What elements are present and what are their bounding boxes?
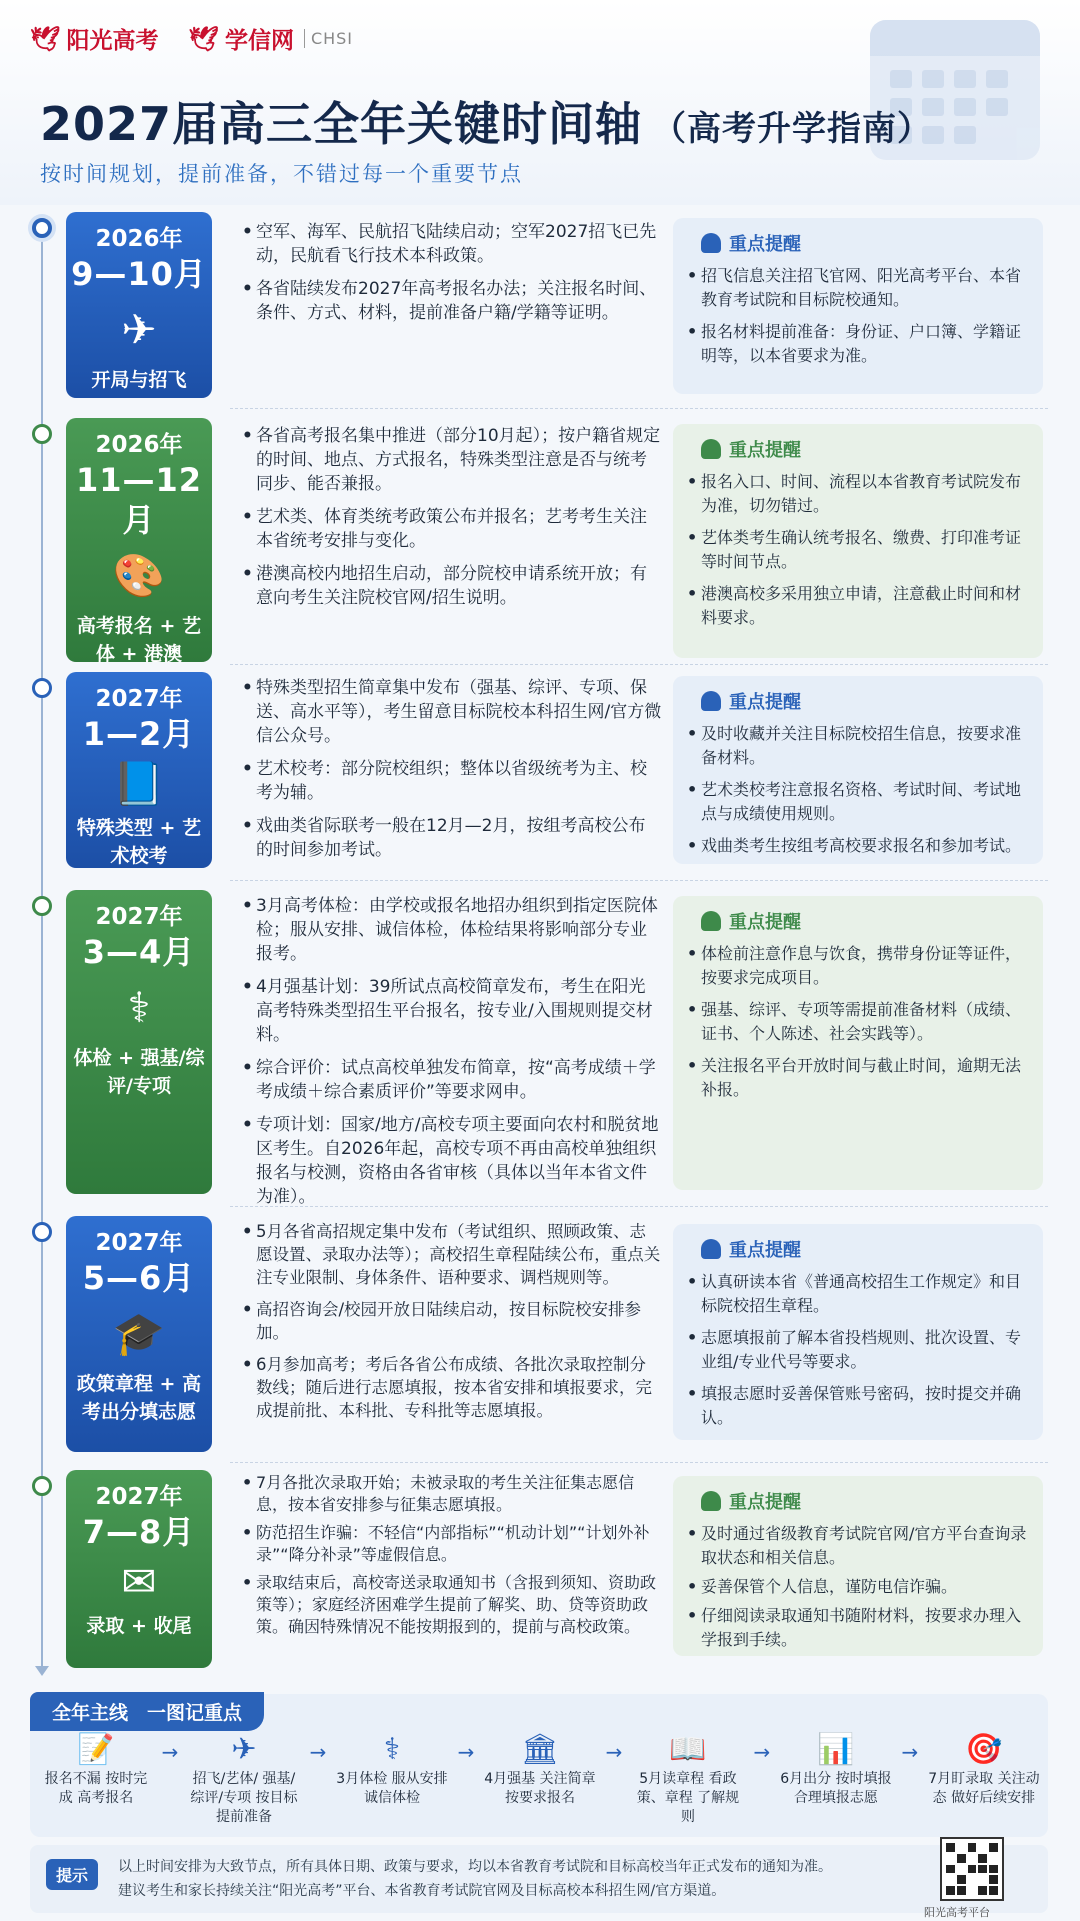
detail-item: • 高招咨询会/校园开放日陆续启动，按目标院校安排参加。 (242, 1300, 642, 1342)
period-months: 5—6月 (82, 1259, 196, 1297)
tip-item: • 报名材料提前准备：身份证、户口簿、学籍证明等，以本省要求为准。 (687, 322, 1022, 365)
airplane-icon: ✈ (121, 305, 157, 354)
airplane-icon: ✈ (231, 1732, 257, 1767)
summary-step (336, 1730, 448, 1808)
note-tag: 提示 (46, 1859, 98, 1890)
period-year: 2027年 (95, 1230, 183, 1256)
logo-yangguang[interactable] (30, 22, 158, 55)
detail-item: • 各省陆续发布2027年高考报名办法；关注报名时间、条件、方式、材料，提前准备户籍/学籍等证明。 (242, 279, 657, 323)
tip-box (673, 424, 1043, 658)
tip-header (701, 1488, 1029, 1514)
detail-item: • 特殊类型招生简章集中发布（强基、综评、专项、保送、高水平等），考生留意目标院校本科招生网/官方微信公众号。 (242, 678, 662, 746)
logo-chsi-text: 学信网 (224, 28, 294, 54)
tip-box (673, 1224, 1043, 1440)
period-label: 政策章程 + 高考出分填志愿 (76, 1373, 202, 1423)
period-details (242, 894, 662, 1218)
period-months: 9—10月 (71, 255, 207, 293)
arrow-right-icon: → (457, 1740, 475, 1764)
row-divider (230, 408, 1048, 409)
period-year: 2027年 (95, 904, 183, 930)
palette-icon: 🎨 (112, 551, 166, 600)
summary-step (780, 1730, 892, 1808)
period-label: 开局与招飞 (91, 369, 187, 391)
step-text: 招飞/艺体/ 强基/综评/专项 按目标提前准备 (190, 1771, 298, 1825)
row-divider (230, 664, 1048, 665)
stethoscope-icon: ⚕ (127, 983, 151, 1032)
step-text: 6月出分 按时填报 合理填报志愿 (780, 1771, 892, 1806)
period-card (66, 212, 212, 398)
period-year: 2026年 (95, 432, 183, 458)
tip-item: • 艺术类校考注意报名资格、考试时间、考试地点与成绩使用规则。 (687, 780, 1022, 823)
period-details (242, 1472, 662, 1644)
timeline-row-1 (0, 212, 1080, 402)
stethoscope-icon: ⚕ (383, 1732, 401, 1767)
period-card (66, 672, 212, 868)
row-divider (230, 880, 1048, 881)
detail-item: • 专项计划：国家/地方/高校专项主要面向农村和脱贫地区考生。自2026年起，高校专项不再由高校单独组织报名与校测，资格由各省审核（具体以当年本省文件为准）。 (242, 1115, 659, 1207)
tip-title: 重点提醒 (729, 692, 801, 713)
detail-item: • 5月各省高招规定集中发布（考试组织、照顾政策、志愿设置、录取办法等）；高校招生章程陆续公布，重点关注专业限制、身体条件、语种要求、调档规则等。 (242, 1222, 661, 1287)
period-label: 录取 + 收尾 (86, 1615, 192, 1637)
step-text: 报名不漏 按时完成 高考报名 (44, 1771, 148, 1806)
detail-item: • 6月参加高考；考后各省公布成绩、各批次录取控制分数线；随后进行志愿填报，按本省安排和填报要求，完成提前批、本科批、专科批等志愿填报。 (242, 1355, 652, 1420)
step-text: 3月体检 服从安排 诚信体检 (336, 1771, 448, 1806)
tip-item: • 招飞信息关注招飞官网、阳光高考平台、本省教育考试院和目标院校通知。 (687, 266, 1022, 309)
arrow-right-icon: → (901, 1740, 919, 1764)
tip-item: • 及时通过省级教育考试院官网/官方平台查询录取状态和相关信息。 (687, 1524, 1027, 1567)
timeline-row-3 (0, 672, 1080, 872)
qr-label: 阳光高考平台 (924, 1906, 990, 1919)
page-title-main: 2027届高三全年关键时间轴 (40, 97, 643, 151)
tip-header (701, 908, 1029, 934)
period-year: 2026年 (95, 226, 183, 252)
period-card (66, 1470, 212, 1668)
tip-item: • 填报志愿时妥善保管账号密码，按时提交并确认。 (687, 1384, 1022, 1427)
bird-icon: 🕊 (188, 24, 219, 53)
summary-step (40, 1730, 152, 1808)
tip-title: 重点提醒 (729, 234, 801, 255)
period-card (66, 890, 212, 1194)
detail-item: • 艺术校考：部分院校组织；整体以省级统考为主、校考为辅。 (242, 759, 647, 803)
period-card (66, 418, 212, 665)
arrow-right-icon: → (605, 1740, 623, 1764)
tip-title: 重点提醒 (729, 1240, 801, 1261)
period-year: 2027年 (95, 1484, 183, 1510)
page-title-paren: （高考升学指南） (652, 109, 933, 149)
bird-icon: 🕊 (30, 24, 61, 53)
period-months: 3—4月 (82, 933, 196, 971)
bell-icon (701, 233, 721, 253)
step-text: 7月盯录取 关注动态 做好后续安排 (928, 1771, 1040, 1806)
tip-box (673, 1476, 1043, 1656)
period-months: 11—12月 (75, 461, 203, 539)
form-icon: 📝 (77, 1732, 115, 1767)
open-book-icon: 📖 (669, 1732, 707, 1767)
summary-step (632, 1730, 744, 1827)
period-details (242, 424, 662, 619)
tip-header (701, 436, 1029, 462)
step-text: 4月强基 关注简章 按要求报名 (484, 1771, 596, 1806)
tip-item: • 体检前注意作息与饮食，携带身份证等证件，按要求完成项目。 (687, 944, 1022, 987)
detail-item: • 艺术类、体育类统考政策公布并报名；艺考考生关注本省统考安排与变化。 (242, 507, 647, 551)
tip-item: • 认真研读本省《普通高校招生工作规定》和目标院校招生章程。 (687, 1272, 1022, 1315)
note-line-1: 以上时间安排为大致节点，所有具体日期、政策与要求，均以本省教育考试院和目标高校当年正式发布的通知为准。 (118, 1859, 832, 1875)
bell-icon (701, 691, 721, 711)
detail-item: • 7月各批次录取开始；未被录取的考生关注征集志愿信息，按本省安排参与征集志愿填报。 (242, 1473, 635, 1514)
qr-code-icon[interactable] (940, 1837, 1004, 1901)
row-divider (230, 1462, 1048, 1463)
period-details (242, 220, 662, 334)
arrow-right-icon: → (309, 1740, 327, 1764)
summary-step (484, 1730, 596, 1808)
note-line-2: 建议考生和家长持续关注“阳光高考”平台、本省教育考试院官网及目标高校本科招生网/官方渠道。 (118, 1883, 726, 1899)
university-icon: 🏛 (520, 1732, 559, 1767)
header (0, 0, 1080, 205)
logo-chsi[interactable] (188, 22, 353, 55)
logo-yangguang-text: 阳光高考 (66, 28, 159, 54)
arrow-right-icon: → (161, 1740, 179, 1764)
arrow-right-icon: → (753, 1740, 771, 1764)
tip-title: 重点提醒 (729, 912, 801, 933)
detail-item: • 4月强基计划：39所试点高校简章发布，考生在阳光高考特殊类型招生平台报名，按专业/入围规则提交材料。 (242, 977, 653, 1045)
bell-icon (701, 439, 721, 459)
graduation-cap-icon: 🎓 (112, 1309, 166, 1358)
period-label: 体检 + 强基/综评/专项 (73, 1047, 205, 1097)
tip-header (701, 688, 1029, 714)
tip-item: • 及时收藏并关注目标院校招生信息，按要求准备材料。 (687, 724, 1022, 767)
tip-item: • 报名入口、时间、流程以本省教育考试院发布为准，切勿错过。 (687, 472, 1022, 515)
timeline-dot (32, 678, 52, 698)
bar-chart-icon: 📊 (817, 1732, 855, 1767)
tip-item: • 关注报名平台开放时间与截止时间，逾期无法补报。 (687, 1056, 1022, 1099)
tip-box (673, 218, 1043, 394)
tip-item: • 仔细阅读录取通知书随附材料，按要求办理入学报到手续。 (687, 1606, 1022, 1649)
detail-item: • 录取结束后，高校寄送录取通知书（含报到须知、资助政策等）；家庭经济困难学生提前了解奖、助、贷等资助政策。确因特殊情况不能按期报到的，提前与高校政策。 (242, 1573, 657, 1636)
detail-item: • 港澳高校内地招生启动，部分院校申请系统开放；有意向考生关注院校官网/招生说明。 (242, 564, 647, 608)
note-text (118, 1855, 918, 1903)
summary-panel (30, 1694, 1048, 1837)
detail-item: • 各省高考报名集中推进（部分10月起）；按户籍省规定的时间、地点、方式报名，特殊类型注意是否与统考同步、能否兼报。 (242, 426, 661, 494)
period-card (66, 1216, 212, 1452)
footer-note (30, 1845, 1048, 1913)
timeline-row-6 (0, 1470, 1080, 1670)
bell-icon (701, 1239, 721, 1259)
tip-item: • 艺体类考生确认统考报名、缴费、打印准考证等时间节点。 (687, 528, 1022, 571)
tip-box (673, 896, 1043, 1190)
timeline-dot (32, 896, 52, 916)
period-label: 高考报名 + 艺体 + 港澳 (76, 615, 202, 665)
page-subtitle: 按时间规划，提前准备，不错过每一个重要节点 (40, 162, 523, 186)
detail-item: • 戏曲类省际联考一般在12月—2月，按组考高校公布的时间参加考试。 (242, 816, 646, 860)
tip-title: 重点提醒 (729, 1492, 801, 1513)
page-title (40, 88, 932, 154)
tip-item: • 戏曲类考生按组考高校要求报名和参加考试。 (687, 836, 1022, 855)
timeline-dot (32, 1476, 52, 1496)
timeline-row-4 (0, 890, 1080, 1207)
bell-icon (701, 1491, 721, 1511)
summary-title: 全年主线 一图记重点 (30, 1692, 264, 1731)
logo-bar (30, 22, 353, 55)
book-icon: 📘 (112, 759, 166, 808)
row-divider (230, 1206, 1048, 1207)
summary-steps (40, 1730, 1040, 1827)
detail-item: • 空军、海军、民航招飞陆续启动；空军2027招飞已先动，民航看飞行技术本科政策。 (242, 222, 657, 266)
detail-item: • 综合评价：试点高校单独发布简章，按“高考成绩＋学考成绩＋综合素质评价”等要求网申。 (242, 1058, 656, 1102)
timeline-row-2 (0, 418, 1080, 668)
envelope-icon: ✉ (121, 1557, 157, 1606)
logo-chsi-sub: CHSI (304, 29, 353, 48)
tip-item: • 志愿填报前了解本省投档规则、批次设置、专业组/专业代号等要求。 (687, 1328, 1022, 1371)
detail-item: • 3月高考体检：由学校或报名地招办组织到指定医院体检；服从安排、诚信体检，体检结果将影响部分专业报考。 (242, 896, 658, 964)
period-months: 7—8月 (82, 1513, 196, 1551)
tip-item: • 强基、综评、专项等需提前准备材料（成绩、证书、个人陈述、社会实践等）。 (687, 1000, 1022, 1043)
summary-step (928, 1730, 1040, 1808)
summary-step (188, 1730, 300, 1827)
tip-item: • 港澳高校多采用独立申请，注意截止时间和材料要求。 (687, 584, 1022, 627)
period-months: 1—2月 (82, 715, 196, 753)
tip-title: 重点提醒 (729, 440, 801, 461)
period-year: 2027年 (95, 686, 183, 712)
bell-icon (701, 911, 721, 931)
period-details (242, 676, 662, 871)
timeline-dot (32, 424, 52, 444)
target-icon: 🎯 (965, 1732, 1003, 1767)
timeline-row-5 (0, 1216, 1080, 1456)
period-label: 特殊类型 + 艺术校考 (76, 817, 202, 867)
tip-header (701, 230, 1029, 256)
tip-item: • 妥善保管个人信息，谨防电信诈骗。 (687, 1577, 958, 1596)
tip-header (701, 1236, 1029, 1262)
tip-box (673, 676, 1043, 864)
timeline-dot (32, 1222, 52, 1242)
timeline-dot (32, 218, 52, 238)
detail-item: • 防范招生诈骗：不轻信“内部指标”“机动计划”“计划外补录”“降分补录”等虚假信息。 (242, 1523, 650, 1564)
period-details (242, 1220, 662, 1431)
step-text: 5月读章程 看政策、章程 了解规则 (636, 1771, 740, 1825)
